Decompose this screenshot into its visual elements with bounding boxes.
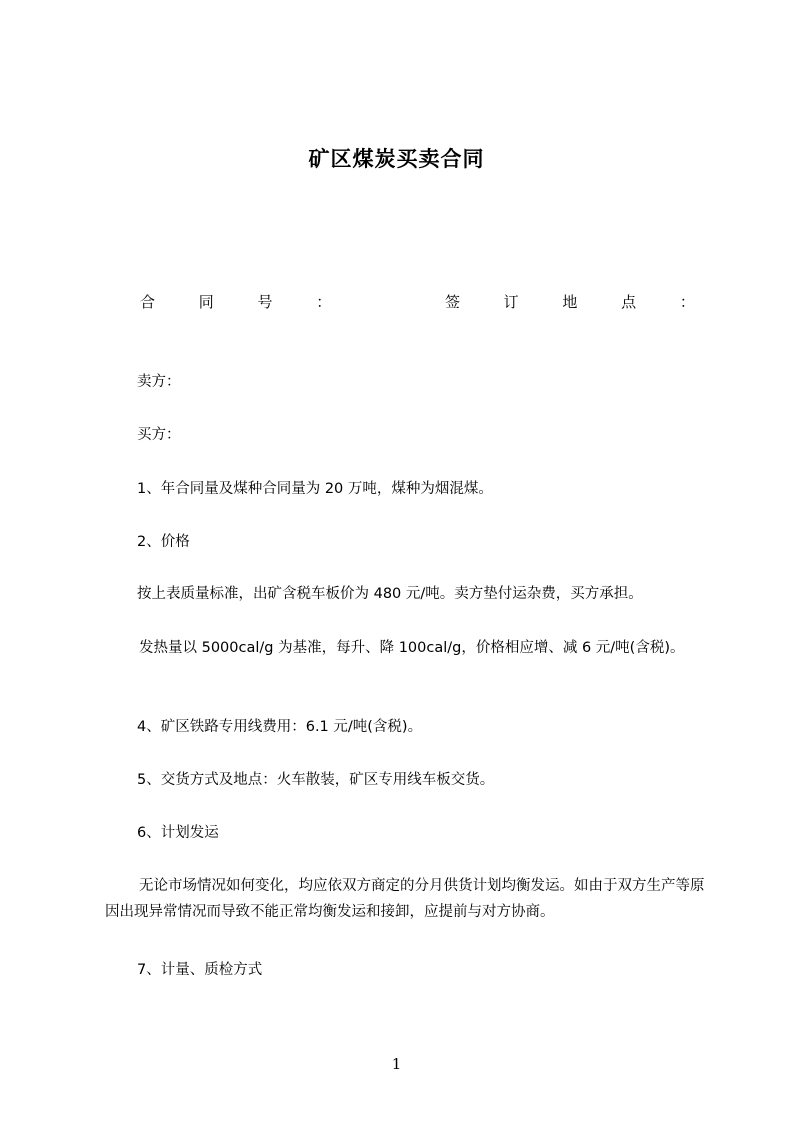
price-paragraph: 按上表质量标准，出矿含税车板价为 480 元/吨。卖方垫付运杂费，买方承担。 bbox=[137, 586, 643, 602]
header-char: ： bbox=[679, 293, 695, 311]
seller-line: 卖方： bbox=[137, 374, 181, 390]
clause-6-heading: 6、计划发运 bbox=[137, 825, 219, 841]
page-number: 1 bbox=[391, 1055, 402, 1073]
header-char: 签 bbox=[444, 293, 460, 311]
header-char: 订 bbox=[503, 293, 519, 311]
clause-1: 1、年合同量及煤种合同量为 20 万吨，煤种为烟混煤。 bbox=[137, 481, 493, 497]
header-char: ： bbox=[316, 293, 332, 311]
clause-7-heading: 7、计量、质检方式 bbox=[137, 962, 263, 978]
calorific-paragraph: 发热量以 5000cal/g 为基准，每升、降 100cal/g，价格相应增、减 6 元/吨(含税)。 bbox=[139, 640, 685, 656]
clause-2-heading: 2、价格 bbox=[137, 534, 190, 550]
header-char: 同 bbox=[198, 293, 214, 311]
document-title: 矿区煤炭买卖合同 bbox=[308, 147, 485, 171]
contract-header-row bbox=[140, 291, 695, 312]
header-char: 号 bbox=[257, 293, 273, 311]
clause-5: 5、交货方式及地点：火车散装，矿区专用线车板交货。 bbox=[137, 772, 495, 788]
clause-4: 4、矿区铁路专用线费用：6.1 元/吨(含税)。 bbox=[137, 719, 423, 735]
header-char: 地 bbox=[562, 293, 578, 311]
header-char: 点 bbox=[621, 293, 637, 311]
buyer-line: 买方： bbox=[137, 427, 181, 443]
header-char: 合 bbox=[140, 293, 156, 311]
shipment-paragraph: 无论市场情况如何变化，均应依双方商定的分月供货计划均衡发运。如由于双方生产等原因出现异常情况而导致不能正常均衡发运和接卸，应提前与对方协商。 bbox=[105, 878, 705, 920]
